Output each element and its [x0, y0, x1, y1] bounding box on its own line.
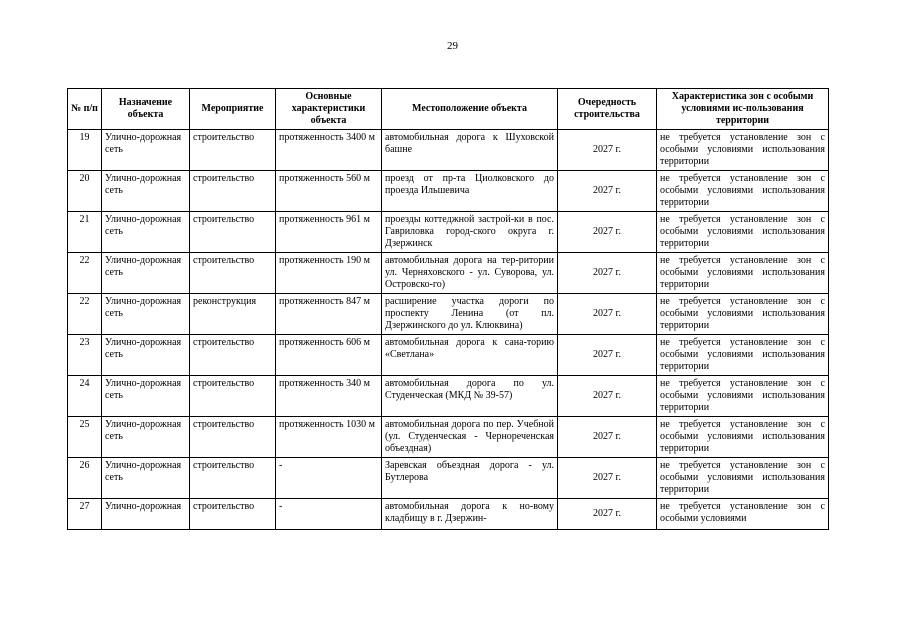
objects-table — [67, 88, 829, 530]
object-characteristics: протяженность 847 м — [276, 294, 382, 335]
zone-characteristics: не требуется установление зон с особыми условиями использования территории — [657, 212, 829, 253]
object-action: строительство — [190, 253, 276, 294]
header-cell: Характеристика зон с особыми условиями ис-пользования территории — [657, 89, 829, 130]
object-purpose: Улично-дорожная сеть — [102, 417, 190, 458]
object-characteristics: протяженность 3400 м — [276, 130, 382, 171]
construction-order: 2027 г. — [558, 212, 657, 253]
construction-order: 2027 г. — [558, 376, 657, 417]
table-row — [68, 171, 829, 212]
object-action: строительство — [190, 376, 276, 417]
table-row — [68, 335, 829, 376]
table-row — [68, 253, 829, 294]
row-number: 24 — [68, 376, 102, 417]
object-action: строительство — [190, 458, 276, 499]
zone-characteristics: не требуется установление зон с особыми условиями использования территории — [657, 294, 829, 335]
object-location: автомобильная дорога на тер-ритории ул. Черняховского - ул. Суворова, ул. Островско-го) — [382, 253, 558, 294]
object-purpose: Улично-дорожная сеть — [102, 294, 190, 335]
table-row — [68, 458, 829, 499]
zone-characteristics: не требуется установление зон с особыми условиями использования территории — [657, 130, 829, 171]
object-purpose: Улично-дорожная сеть — [102, 376, 190, 417]
object-characteristics: протяженность 1030 м — [276, 417, 382, 458]
table-row — [68, 376, 829, 417]
zone-characteristics: не требуется установление зон с особыми условиями использования территории — [657, 376, 829, 417]
object-location: автомобильная дорога к Шуховской башне — [382, 130, 558, 171]
object-location: проезды коттеджной застрой-ки в пос. Гавриловка город-ского округа г. Дзержинск — [382, 212, 558, 253]
row-number: 20 — [68, 171, 102, 212]
table-row — [68, 499, 829, 530]
header-cell: Назначение объекта — [102, 89, 190, 130]
object-characteristics: - — [276, 458, 382, 499]
object-location: проезд от пр-та Циолковского до проезда Ильшевича — [382, 171, 558, 212]
construction-order: 2027 г. — [558, 171, 657, 212]
object-location: автомобильная дорога к сана-торию «Светлана» — [382, 335, 558, 376]
object-action: строительство — [190, 212, 276, 253]
construction-order: 2027 г. — [558, 130, 657, 171]
construction-order: 2027 г. — [558, 253, 657, 294]
construction-order: 2027 г. — [558, 499, 657, 530]
object-action: строительство — [190, 130, 276, 171]
object-characteristics: - — [276, 499, 382, 530]
object-purpose: Улично-дорожная сеть — [102, 458, 190, 499]
header-cell: Мероприятие — [190, 89, 276, 130]
object-location: автомобильная дорога по пер. Учебной (ул. Студенческая - Чернореченская объездная) — [382, 417, 558, 458]
object-purpose: Улично-дорожная сеть — [102, 335, 190, 376]
zone-characteristics: не требуется установление зон с особыми условиями использования территории — [657, 335, 829, 376]
object-purpose: Улично-дорожная сеть — [102, 253, 190, 294]
row-number: 27 — [68, 499, 102, 530]
object-action: реконструкция — [190, 294, 276, 335]
object-purpose: Улично-дорожная сеть — [102, 171, 190, 212]
object-action: строительство — [190, 417, 276, 458]
table-header-row — [68, 89, 829, 130]
table-row — [68, 294, 829, 335]
header-cell: № п/п — [68, 89, 102, 130]
object-location: автомобильная дорога по ул. Студенческая (МКД № 39-57) — [382, 376, 558, 417]
object-location: автомобильная дорога к но-вому кладбищу в г. Дзержин- — [382, 499, 558, 530]
object-characteristics: протяженность 190 м — [276, 253, 382, 294]
object-action: строительство — [190, 499, 276, 530]
zone-characteristics: не требуется установление зон с особыми условиями использования территории — [657, 458, 829, 499]
construction-order: 2027 г. — [558, 335, 657, 376]
row-number: 19 — [68, 130, 102, 171]
table-row — [68, 212, 829, 253]
row-number: 22 — [68, 253, 102, 294]
object-purpose: Улично-дорожная сеть — [102, 130, 190, 171]
header-cell: Очередность строительства — [558, 89, 657, 130]
construction-order: 2027 г. — [558, 294, 657, 335]
row-number: 21 — [68, 212, 102, 253]
object-purpose: Улично-дорожная — [102, 499, 190, 530]
object-characteristics: протяженность 606 м — [276, 335, 382, 376]
row-number: 23 — [68, 335, 102, 376]
object-purpose: Улично-дорожная сеть — [102, 212, 190, 253]
row-number: 26 — [68, 458, 102, 499]
construction-order: 2027 г. — [558, 458, 657, 499]
row-number: 22 — [68, 294, 102, 335]
object-location: Заревская объездная дорога - ул. Бутлерова — [382, 458, 558, 499]
zone-characteristics: не требуется установление зон с особыми условиями использования территории — [657, 171, 829, 212]
object-characteristics: протяженность 560 м — [276, 171, 382, 212]
row-number: 25 — [68, 417, 102, 458]
page-number: 29 — [447, 40, 458, 52]
zone-characteristics: не требуется установление зон с особыми условиями использования территории — [657, 417, 829, 458]
object-characteristics: протяженность 340 м — [276, 376, 382, 417]
zone-characteristics: не требуется установление зон с особыми условиями использования территории — [657, 253, 829, 294]
construction-order: 2027 г. — [558, 417, 657, 458]
object-action: строительство — [190, 335, 276, 376]
object-location: расширение участка дороги по проспекту Ленина (от пл. Дзержинского до ул. Клюквина) — [382, 294, 558, 335]
object-characteristics: протяженность 961 м — [276, 212, 382, 253]
object-action: строительство — [190, 171, 276, 212]
zone-characteristics: не требуется установление зон с особыми условиями — [657, 499, 829, 530]
table-row — [68, 417, 829, 458]
table-row — [68, 130, 829, 171]
header-cell: Местоположение объекта — [382, 89, 558, 130]
header-cell: Основные характеристики объекта — [276, 89, 382, 130]
